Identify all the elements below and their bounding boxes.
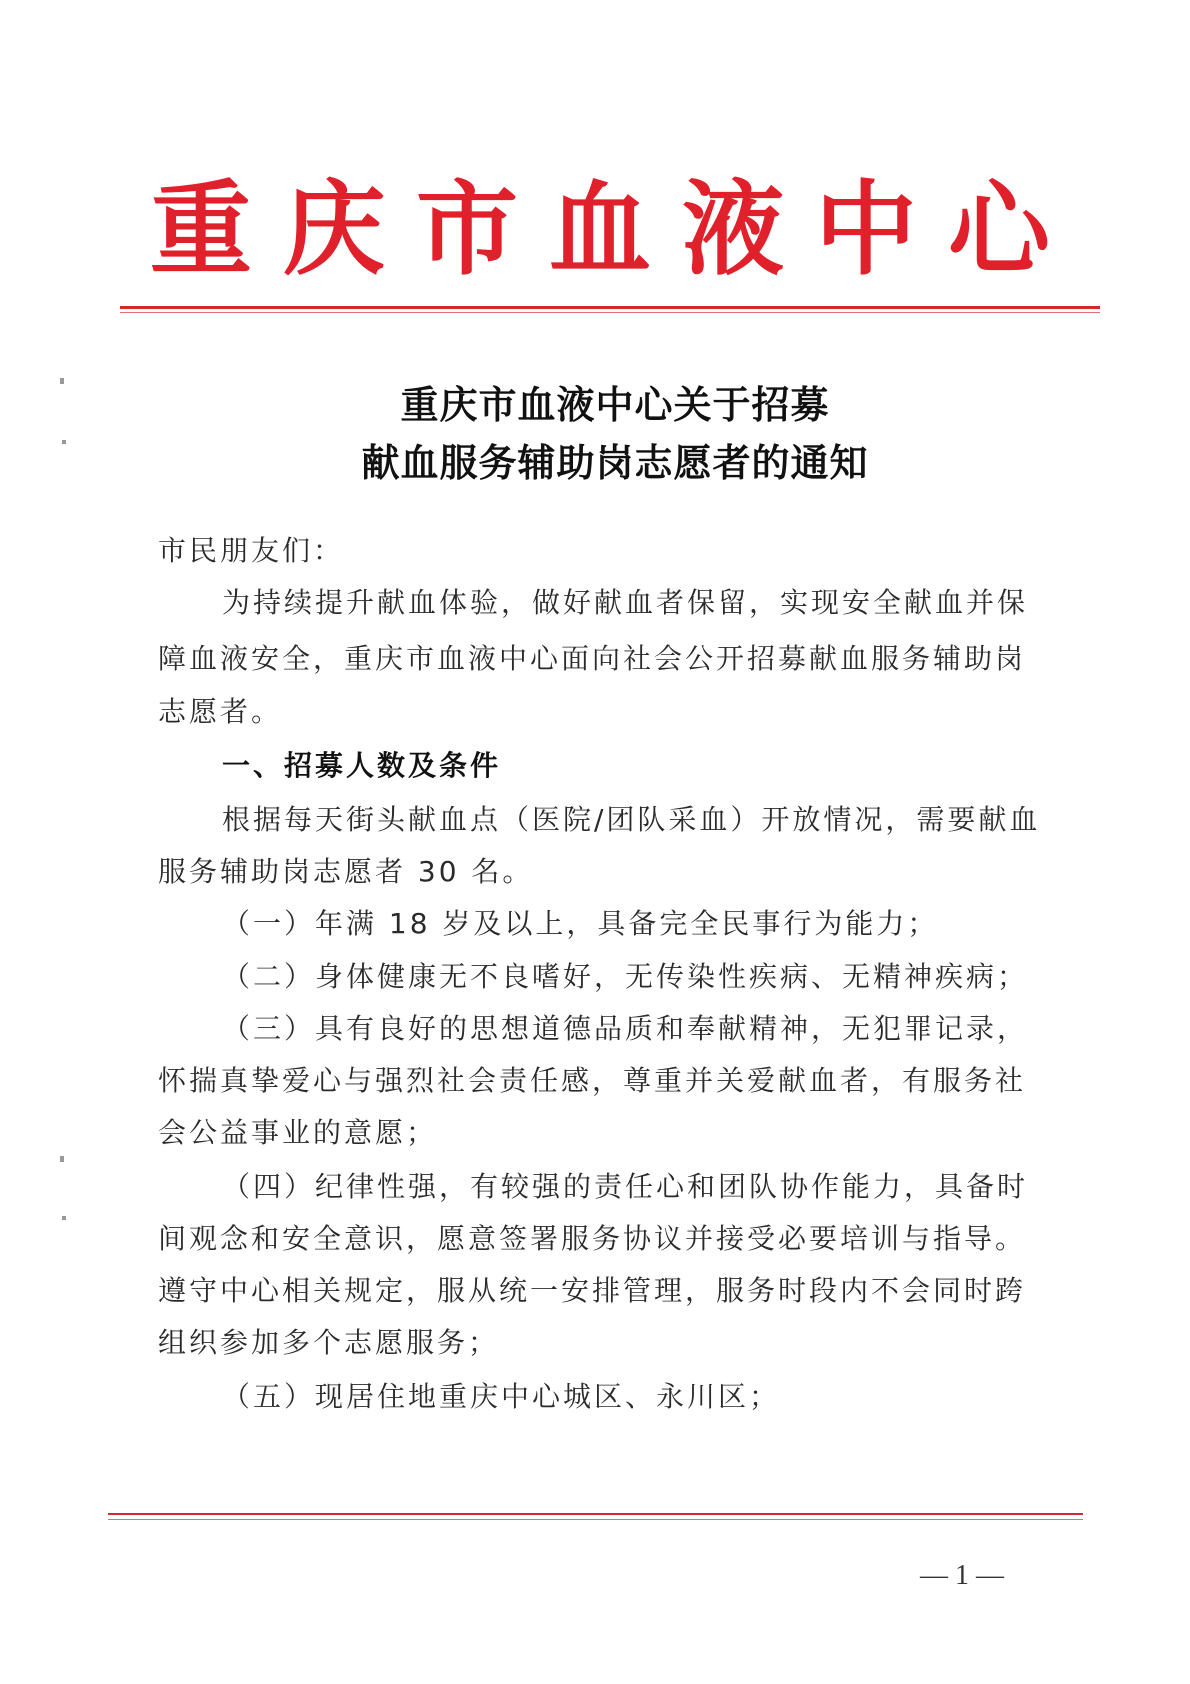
intro-line: 志愿者。	[158, 695, 283, 728]
requirement-item-3-line: 怀揣真挚爱心与强烈社会责任感，尊重并关爱献血者，有服务社	[158, 1064, 1027, 1097]
requirement-item-5: （五）现居住地重庆中心城区、永川区；	[222, 1380, 781, 1413]
letterhead-char: 血	[549, 170, 651, 290]
requirement-item-2: （二）身体健康无不良嗜好，无传染性疾病、无精神疾病；	[222, 960, 1029, 993]
requirement-item-3-line: （三）具有良好的思想道德品质和奉献精神，无犯罪记录，	[222, 1012, 1029, 1045]
salutation: 市民朋友们：	[158, 534, 345, 567]
letterhead-char: 液	[682, 170, 784, 290]
requirement-item-4-line: 组织参加多个志愿服务；	[158, 1326, 500, 1359]
letterhead-char: 重	[150, 170, 252, 290]
intro-line: 为持续提升献血体验，做好献血者保留，实现安全献血并保	[222, 586, 1029, 619]
requirement-item-1: （一）年满 18 岁及以上，具备完全民事行为能力；	[222, 907, 939, 940]
letterhead-char: 心	[948, 170, 1050, 290]
intro-line: 障血液安全，重庆市血液中心面向社会公开招募献血服务辅助岗	[158, 642, 1027, 675]
letterhead-char: 中	[815, 170, 917, 290]
letterhead-char: 市	[416, 170, 518, 290]
requirement-item-3-line: 会公益事业的意愿；	[158, 1116, 438, 1149]
requirement-item-4-line: （四）纪律性强，有较强的责任心和团队协作能力，具备时	[222, 1170, 1029, 1203]
requirement-item-4-line: 遵守中心相关规定，服从统一安排管理，服务时段内不会同时跨	[158, 1274, 1027, 1307]
section-paragraph-line: 服务辅助岗志愿者 30 名。	[158, 855, 534, 888]
requirement-item-4-line: 间观念和安全意识，愿意签署服务协议并接受必要培训与指导。	[158, 1222, 1027, 1255]
document-title-line-1: 重庆市血液中心关于招募	[400, 382, 830, 427]
page-number: — 1 —	[920, 1560, 1004, 1591]
footer-red-rule	[108, 1513, 1083, 1515]
footer-red-rule-thin	[108, 1519, 1083, 1520]
letterhead-char: 庆	[283, 170, 385, 290]
section-paragraph-line: 根据每天街头献血点（医院/团队采血）开放情况，需要献血	[222, 803, 1041, 836]
document-title-line-2: 献血服务辅助岗志愿者的通知	[361, 440, 869, 485]
section-heading: 一、招募人数及条件	[222, 749, 502, 782]
